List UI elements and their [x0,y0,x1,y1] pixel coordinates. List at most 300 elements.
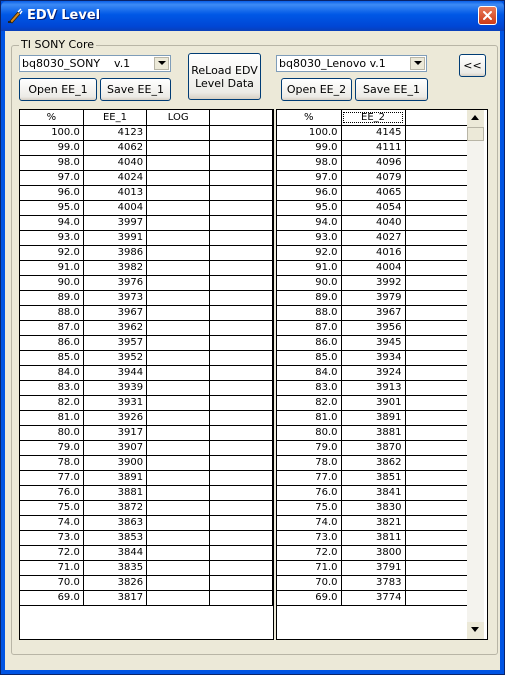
cell-empty[interactable] [405,395,469,410]
cell-percent[interactable]: 79.0 [277,440,341,455]
cell-voltage[interactable]: 3901 [341,395,405,410]
table-row[interactable] [277,515,469,530]
table-row[interactable] [277,215,469,230]
table-row[interactable] [20,470,273,485]
title-bar[interactable] [1,1,504,31]
cell-percent[interactable]: 92.0 [277,245,341,260]
table-row[interactable] [20,140,273,155]
cell-percent[interactable]: 76.0 [277,485,341,500]
cell-voltage[interactable]: 3952 [83,350,146,365]
cell-empty[interactable] [405,320,469,335]
table-row[interactable] [277,470,469,485]
cell-empty[interactable] [405,290,469,305]
table-row[interactable] [277,530,469,545]
cell-empty[interactable] [405,125,469,140]
cell-voltage[interactable]: 3872 [83,500,146,515]
cell-voltage[interactable]: 3976 [83,275,146,290]
table-row[interactable] [277,335,469,350]
cell-percent[interactable]: 73.0 [20,530,83,545]
table-row[interactable] [20,410,273,425]
cell-percent[interactable]: 89.0 [20,290,83,305]
cell-percent[interactable]: 83.0 [277,380,341,395]
cell-voltage[interactable]: 4079 [341,170,405,185]
cell-voltage[interactable]: 3956 [341,320,405,335]
col-header-empty[interactable] [405,110,469,125]
cell-percent[interactable]: 87.0 [277,320,341,335]
cell-percent[interactable]: 88.0 [277,305,341,320]
table-row[interactable] [277,230,469,245]
cell-empty[interactable] [210,470,273,485]
cell-empty[interactable] [147,200,210,215]
cell-empty[interactable] [210,290,273,305]
cell-percent[interactable]: 97.0 [20,170,83,185]
cell-voltage[interactable]: 3826 [83,575,146,590]
cell-percent[interactable]: 73.0 [277,530,341,545]
cell-percent[interactable]: 83.0 [20,380,83,395]
cell-voltage[interactable]: 3992 [341,275,405,290]
cell-voltage[interactable]: 3907 [83,440,146,455]
cell-empty[interactable] [405,350,469,365]
cell-empty[interactable] [405,515,469,530]
cell-percent[interactable]: 85.0 [20,350,83,365]
cell-empty[interactable] [405,440,469,455]
cell-voltage[interactable]: 3844 [83,545,146,560]
cell-voltage[interactable]: 3962 [83,320,146,335]
cell-percent[interactable]: 84.0 [20,365,83,380]
table-row[interactable] [277,260,469,275]
table-row[interactable] [20,290,273,305]
cell-voltage[interactable]: 4024 [83,170,146,185]
cell-percent[interactable]: 91.0 [277,260,341,275]
cell-percent[interactable]: 93.0 [20,230,83,245]
cell-empty[interactable] [147,545,210,560]
cell-empty[interactable] [210,200,273,215]
cell-percent[interactable]: 88.0 [20,305,83,320]
cell-voltage[interactable]: 3973 [83,290,146,305]
cell-empty[interactable] [210,410,273,425]
cell-voltage[interactable]: 3870 [341,440,405,455]
cell-empty[interactable] [147,290,210,305]
cell-voltage[interactable]: 4004 [341,260,405,275]
col-header-percent[interactable]: % [277,110,341,125]
table-row[interactable] [277,275,469,290]
cell-voltage[interactable]: 4004 [83,200,146,215]
reload-edv-button[interactable]: ReLoad EDV Level Data [188,53,261,100]
cell-empty[interactable] [147,365,210,380]
cell-percent[interactable]: 84.0 [277,365,341,380]
table-row[interactable] [20,245,273,260]
cell-percent[interactable]: 94.0 [20,215,83,230]
cell-empty[interactable] [210,350,273,365]
cell-empty[interactable] [210,275,273,290]
table-row[interactable] [20,530,273,545]
table-row[interactable] [20,320,273,335]
left-combo-dropdown-button[interactable] [154,57,169,70]
cell-percent[interactable]: 80.0 [277,425,341,440]
table-row[interactable] [277,305,469,320]
cell-empty[interactable] [405,470,469,485]
cell-empty[interactable] [147,320,210,335]
cell-empty[interactable] [210,545,273,560]
ee1-table[interactable] [19,109,274,640]
cell-empty[interactable] [147,410,210,425]
col-header-ee1[interactable]: EE_1 [83,110,146,125]
cell-empty[interactable] [405,185,469,200]
cell-voltage[interactable]: 3924 [341,365,405,380]
cell-empty[interactable] [147,245,210,260]
table-row[interactable] [277,560,469,575]
cell-voltage[interactable]: 3800 [341,545,405,560]
table-row[interactable] [20,125,273,140]
cell-empty[interactable] [210,425,273,440]
table-row[interactable] [277,545,469,560]
cell-voltage[interactable]: 3900 [83,455,146,470]
cell-voltage[interactable]: 4054 [341,200,405,215]
cell-empty[interactable] [210,215,273,230]
cell-empty[interactable] [147,590,210,605]
table-row[interactable] [20,590,273,605]
close-button[interactable] [478,6,497,25]
cell-percent[interactable]: 82.0 [20,395,83,410]
cell-percent[interactable]: 69.0 [20,590,83,605]
cell-voltage[interactable]: 3934 [341,350,405,365]
cell-empty[interactable] [405,365,469,380]
right-device-combo[interactable] [276,55,427,72]
cell-percent[interactable]: 100.0 [277,125,341,140]
cell-percent[interactable]: 82.0 [277,395,341,410]
scroll-thumb[interactable] [467,127,484,141]
cell-empty[interactable] [210,575,273,590]
cell-voltage[interactable]: 4062 [83,140,146,155]
table-row[interactable] [20,185,273,200]
cell-empty[interactable] [405,245,469,260]
cell-voltage[interactable]: 3944 [83,365,146,380]
col-header-log[interactable]: LOG [147,110,210,125]
cell-percent[interactable]: 90.0 [20,275,83,290]
cell-empty[interactable] [147,455,210,470]
col-header-empty[interactable] [210,110,273,125]
cell-percent[interactable]: 69.0 [277,590,341,605]
cell-voltage[interactable]: 3967 [341,305,405,320]
cell-percent[interactable]: 91.0 [20,260,83,275]
table-row[interactable] [20,395,273,410]
table-row[interactable] [20,215,273,230]
table-row[interactable] [277,575,469,590]
cell-empty[interactable] [210,515,273,530]
cell-voltage[interactable]: 3853 [83,530,146,545]
table-row[interactable] [277,485,469,500]
cell-empty[interactable] [147,530,210,545]
cell-empty[interactable] [405,260,469,275]
cell-voltage[interactable]: 3917 [83,425,146,440]
cell-empty[interactable] [147,215,210,230]
cell-empty[interactable] [405,560,469,575]
cell-empty[interactable] [210,125,273,140]
cell-percent[interactable]: 96.0 [20,185,83,200]
cell-empty[interactable] [147,575,210,590]
cell-percent[interactable]: 77.0 [20,470,83,485]
table-row[interactable] [20,275,273,290]
cell-voltage[interactable]: 3811 [341,530,405,545]
cell-percent[interactable]: 98.0 [277,155,341,170]
left-device-combo[interactable] [19,55,171,72]
cell-empty[interactable] [210,590,273,605]
cell-empty[interactable] [210,185,273,200]
cell-empty[interactable] [210,140,273,155]
cell-empty[interactable] [210,320,273,335]
cell-empty[interactable] [147,470,210,485]
cell-percent[interactable]: 72.0 [277,545,341,560]
table-row[interactable] [20,560,273,575]
cell-percent[interactable]: 86.0 [20,335,83,350]
cell-empty[interactable] [210,530,273,545]
cell-voltage[interactable]: 4111 [341,140,405,155]
table-row[interactable] [20,455,273,470]
table-row[interactable] [20,305,273,320]
cell-voltage[interactable]: 3862 [341,455,405,470]
cell-percent[interactable]: 89.0 [277,290,341,305]
cell-percent[interactable]: 97.0 [277,170,341,185]
cell-empty[interactable] [210,560,273,575]
cell-percent[interactable]: 76.0 [20,485,83,500]
cell-voltage[interactable]: 3913 [341,380,405,395]
cell-empty[interactable] [147,560,210,575]
cell-percent[interactable]: 87.0 [20,320,83,335]
cell-percent[interactable]: 70.0 [20,575,83,590]
cell-voltage[interactable]: 3774 [341,590,405,605]
cell-empty[interactable] [147,170,210,185]
cell-voltage[interactable]: 4027 [341,230,405,245]
cell-empty[interactable] [210,500,273,515]
cell-voltage[interactable]: 4040 [341,215,405,230]
table-row[interactable] [20,380,273,395]
cell-empty[interactable] [210,395,273,410]
table-row[interactable] [20,260,273,275]
cell-voltage[interactable]: 3957 [83,335,146,350]
cell-percent[interactable]: 72.0 [20,545,83,560]
table-row[interactable] [277,320,469,335]
cell-voltage[interactable]: 4065 [341,185,405,200]
collapse-button[interactable]: << [459,54,486,77]
cell-voltage[interactable]: 4123 [83,125,146,140]
cell-percent[interactable]: 78.0 [20,455,83,470]
cell-voltage[interactable]: 4013 [83,185,146,200]
cell-empty[interactable] [147,500,210,515]
table-row[interactable] [277,125,469,140]
cell-empty[interactable] [147,275,210,290]
cell-voltage[interactable]: 3926 [83,410,146,425]
col-header-ee2[interactable]: EE_2 [341,110,405,125]
table-row[interactable] [20,500,273,515]
ee2-table[interactable] [276,109,488,640]
cell-percent[interactable]: 98.0 [20,155,83,170]
table-row[interactable] [277,410,469,425]
cell-empty[interactable] [405,545,469,560]
cell-percent[interactable]: 90.0 [277,275,341,290]
cell-empty[interactable] [405,230,469,245]
scroll-down-button[interactable] [467,622,484,639]
cell-percent[interactable]: 92.0 [20,245,83,260]
cell-empty[interactable] [210,455,273,470]
cell-empty[interactable] [147,260,210,275]
cell-empty[interactable] [405,140,469,155]
cell-percent[interactable]: 81.0 [20,410,83,425]
table-row[interactable] [20,440,273,455]
cell-empty[interactable] [210,305,273,320]
cell-empty[interactable] [147,350,210,365]
cell-empty[interactable] [147,335,210,350]
cell-voltage[interactable]: 3841 [341,485,405,500]
cell-empty[interactable] [405,530,469,545]
cell-voltage[interactable]: 3830 [341,500,405,515]
open-ee2-button[interactable]: Open EE_2 [281,78,352,101]
table-row[interactable] [20,200,273,215]
cell-percent[interactable]: 86.0 [277,335,341,350]
table-row[interactable] [277,500,469,515]
table-row[interactable] [20,155,273,170]
cell-empty[interactable] [147,425,210,440]
cell-voltage[interactable]: 3979 [341,290,405,305]
table-row[interactable] [277,425,469,440]
cell-voltage[interactable]: 4096 [341,155,405,170]
cell-percent[interactable]: 74.0 [277,515,341,530]
cell-empty[interactable] [147,395,210,410]
cell-empty[interactable] [210,170,273,185]
table-row[interactable] [277,455,469,470]
cell-empty[interactable] [210,485,273,500]
cell-voltage[interactable]: 4016 [341,245,405,260]
table-row[interactable] [20,575,273,590]
cell-percent[interactable]: 99.0 [20,140,83,155]
cell-voltage[interactable]: 4040 [83,155,146,170]
cell-percent[interactable]: 96.0 [277,185,341,200]
cell-empty[interactable] [210,260,273,275]
cell-percent[interactable]: 80.0 [20,425,83,440]
cell-percent[interactable]: 75.0 [20,500,83,515]
cell-empty[interactable] [147,140,210,155]
table-row[interactable] [277,245,469,260]
cell-percent[interactable]: 81.0 [277,410,341,425]
cell-voltage[interactable]: 3817 [83,590,146,605]
cell-empty[interactable] [210,230,273,245]
cell-empty[interactable] [147,125,210,140]
cell-voltage[interactable]: 3967 [83,305,146,320]
save-ee2-button[interactable]: Save EE_1 [355,78,428,101]
cell-empty[interactable] [405,380,469,395]
table-row[interactable] [20,545,273,560]
cell-voltage[interactable]: 3783 [341,575,405,590]
cell-percent[interactable]: 99.0 [277,140,341,155]
cell-empty[interactable] [147,485,210,500]
cell-voltage[interactable]: 3982 [83,260,146,275]
cell-empty[interactable] [405,200,469,215]
cell-empty[interactable] [405,425,469,440]
table-row[interactable] [20,170,273,185]
cell-empty[interactable] [147,305,210,320]
table-row[interactable] [277,590,469,605]
table-row[interactable] [20,350,273,365]
cell-percent[interactable]: 85.0 [277,350,341,365]
cell-empty[interactable] [210,365,273,380]
table-row[interactable] [277,200,469,215]
cell-empty[interactable] [405,500,469,515]
cell-empty[interactable] [147,440,210,455]
cell-percent[interactable]: 100.0 [20,125,83,140]
table-row[interactable] [20,485,273,500]
scroll-up-button[interactable] [467,110,484,127]
cell-voltage[interactable]: 3881 [83,485,146,500]
cell-percent[interactable]: 70.0 [277,575,341,590]
cell-voltage[interactable]: 3891 [83,470,146,485]
table-row[interactable] [277,350,469,365]
table-row[interactable] [277,170,469,185]
cell-percent[interactable]: 78.0 [277,455,341,470]
cell-empty[interactable] [147,380,210,395]
table-row[interactable] [277,380,469,395]
table-row[interactable] [277,185,469,200]
vertical-scrollbar[interactable] [467,110,484,639]
cell-percent[interactable]: 79.0 [20,440,83,455]
cell-empty[interactable] [405,275,469,290]
cell-empty[interactable] [210,155,273,170]
cell-empty[interactable] [405,170,469,185]
cell-voltage[interactable]: 3891 [341,410,405,425]
table-row[interactable] [20,335,273,350]
table-row[interactable] [20,515,273,530]
cell-empty[interactable] [405,215,469,230]
cell-empty[interactable] [405,155,469,170]
save-ee1-button[interactable]: Save EE_1 [100,78,171,101]
cell-empty[interactable] [405,455,469,470]
cell-empty[interactable] [147,230,210,245]
cell-voltage[interactable]: 3931 [83,395,146,410]
cell-percent[interactable]: 77.0 [277,470,341,485]
table-row[interactable] [277,365,469,380]
cell-empty[interactable] [210,245,273,260]
cell-voltage[interactable]: 3997 [83,215,146,230]
col-header-percent[interactable]: % [20,110,83,125]
cell-voltage[interactable]: 3863 [83,515,146,530]
cell-voltage[interactable]: 3991 [83,230,146,245]
cell-percent[interactable]: 95.0 [277,200,341,215]
cell-empty[interactable] [147,155,210,170]
cell-percent[interactable]: 75.0 [277,500,341,515]
table-row[interactable] [277,290,469,305]
cell-percent[interactable]: 74.0 [20,515,83,530]
right-combo-dropdown-button[interactable] [410,57,425,70]
cell-empty[interactable] [405,335,469,350]
cell-percent[interactable]: 94.0 [277,215,341,230]
cell-voltage[interactable]: 3851 [341,470,405,485]
cell-empty[interactable] [210,380,273,395]
table-row[interactable] [277,155,469,170]
table-row[interactable] [277,395,469,410]
cell-voltage[interactable]: 3791 [341,560,405,575]
cell-empty[interactable] [210,335,273,350]
cell-empty[interactable] [147,515,210,530]
cell-voltage[interactable]: 3881 [341,425,405,440]
table-row[interactable] [20,365,273,380]
table-row[interactable] [277,440,469,455]
table-row[interactable] [20,230,273,245]
cell-empty[interactable] [405,575,469,590]
cell-voltage[interactable]: 3945 [341,335,405,350]
cell-empty[interactable] [405,410,469,425]
cell-voltage[interactable]: 4145 [341,125,405,140]
cell-percent[interactable]: 93.0 [277,230,341,245]
cell-empty[interactable] [210,440,273,455]
cell-percent[interactable]: 95.0 [20,200,83,215]
